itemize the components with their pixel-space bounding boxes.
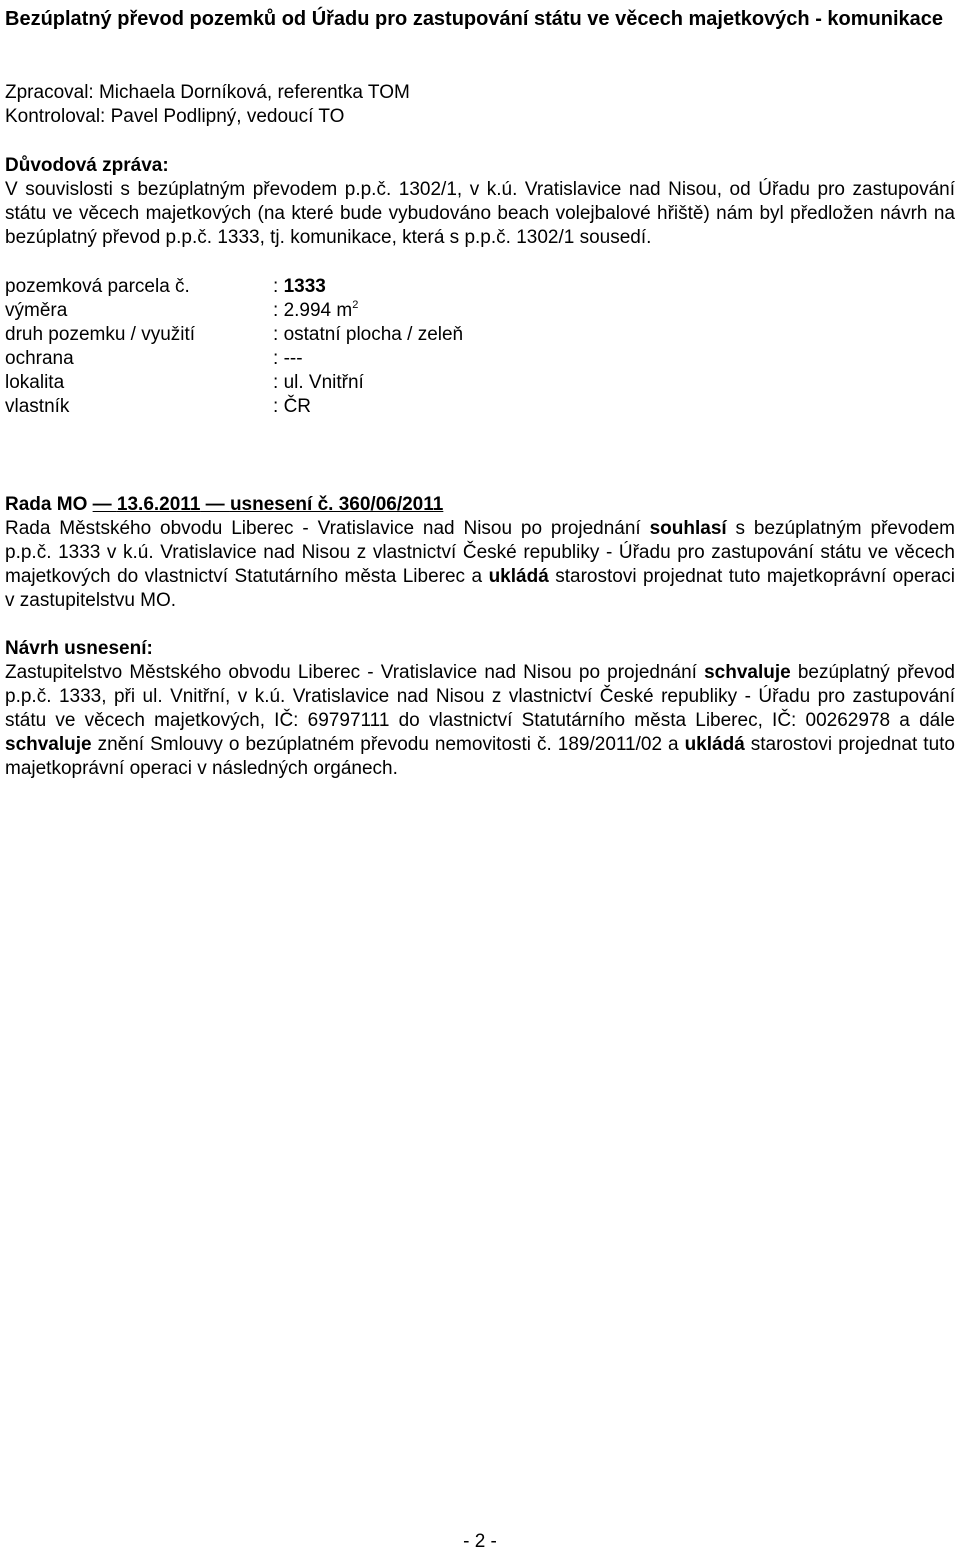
reason-heading: Důvodová zpráva: <box>5 155 169 176</box>
resolution-text: Rada Městského obvodu Liberec - Vratislavice nad Nisou po projednání souhlasí s bezúplatným převodem p.p.č. 1333 v k.ú. Vratislavice nad Nisou z vlastnictví České republiky - Úřadu pro zastupování státu ve věcech majetkových do vlastnictví Statutárního města Liberec a ukládá starostovi projednat tuto majetkoprávní operaci v zastupitelstvu MO. <box>5 518 956 611</box>
prepared-by: Zpracoval: Michaela Dorníková, referentka TOM <box>5 82 410 103</box>
parcel-label: vlastník <box>5 396 70 417</box>
resolution-heading: Rada MO — 13.6.2011 — usnesení č. 360/06/2011 <box>5 494 444 515</box>
parcel-row <box>5 371 955 395</box>
parcel-label: druh pozemku / využití <box>5 324 196 345</box>
document-title: Bezúplatný převod pozemků od Úřadu pro zastupování státu ve věcech majetkových - komunikace <box>5 8 944 30</box>
reason-text-part1: V souvislosti s bezúplatným převodem p.p.č. 1302/1, v k.ú. Vratislavice nad Nisou, od Úřadu pro zastupování státu ve věcech majetkových (na které bude vybudováno beach volejbalové hřiště) nám byl předložen návrh na bezúplatný převod p.p.č. <box>5 179 955 248</box>
parcel-value: : 2.994 $m^2$ <box>273 299 359 321</box>
parcel-value: : ul. Vnitřní <box>273 372 364 393</box>
parcel-row <box>5 299 955 323</box>
parcel-label: výměra <box>5 300 68 321</box>
checked-by: Kontroloval: Pavel Podlipný, vedoucí TO <box>5 106 345 127</box>
reason-text-bold: 1333 <box>217 227 260 248</box>
proposal-text: Zastupitelstvo Městského obvodu Liberec - Vratislavice nad Nisou po projednání schvaluje bezúplatný převod p.p.č. 1333, při ul. Vnitřní, v k.ú. Vratislavice nad Nisou z vlastnictví České republiky - Úřadu pro zastupování státu ve věcech majetkových, IČ: 69797111 do vlastnictví Statutárního města Liberec, IČ: 00262978 a dále schvaluje znění Smlouvy o bezúplatném převodu nemovitosti č. 189/2011/02 a ukládá starostovi projednat tuto majetkoprávní operaci v následných orgánech. <box>5 662 955 779</box>
reason-text-part2: , tj. komunikace, která s p.p.č. 1302/1 sousedí. <box>259 227 652 248</box>
parcel-details <box>5 275 955 419</box>
reason-section <box>5 154 955 250</box>
parcel-value: : ostatní plocha / zeleň <box>273 324 464 345</box>
parcel-row <box>5 395 955 419</box>
parcel-label: pozemková parcela č. <box>5 276 190 297</box>
parcel-label: lokalita <box>5 372 65 393</box>
parcel-row <box>5 275 955 299</box>
parcel-row <box>5 347 955 371</box>
author-block <box>5 81 955 129</box>
proposal-heading: Návrh usnesení: <box>5 638 153 659</box>
parcel-value: : --- <box>273 348 303 369</box>
parcel-value: : ČR <box>273 396 312 417</box>
parcel-row <box>5 323 955 347</box>
proposal-section <box>5 637 955 781</box>
resolution-heading-date-line: — 13.6.2011 — usnesení č. 360/06/2011 <box>92 494 444 515</box>
parcel-label: ochrana <box>5 348 74 369</box>
council-resolution-section <box>5 493 955 613</box>
reason-text <box>5 178 955 250</box>
parcel-value: : 1333 <box>273 276 326 297</box>
page-number: - 2 - <box>463 1531 497 1552</box>
